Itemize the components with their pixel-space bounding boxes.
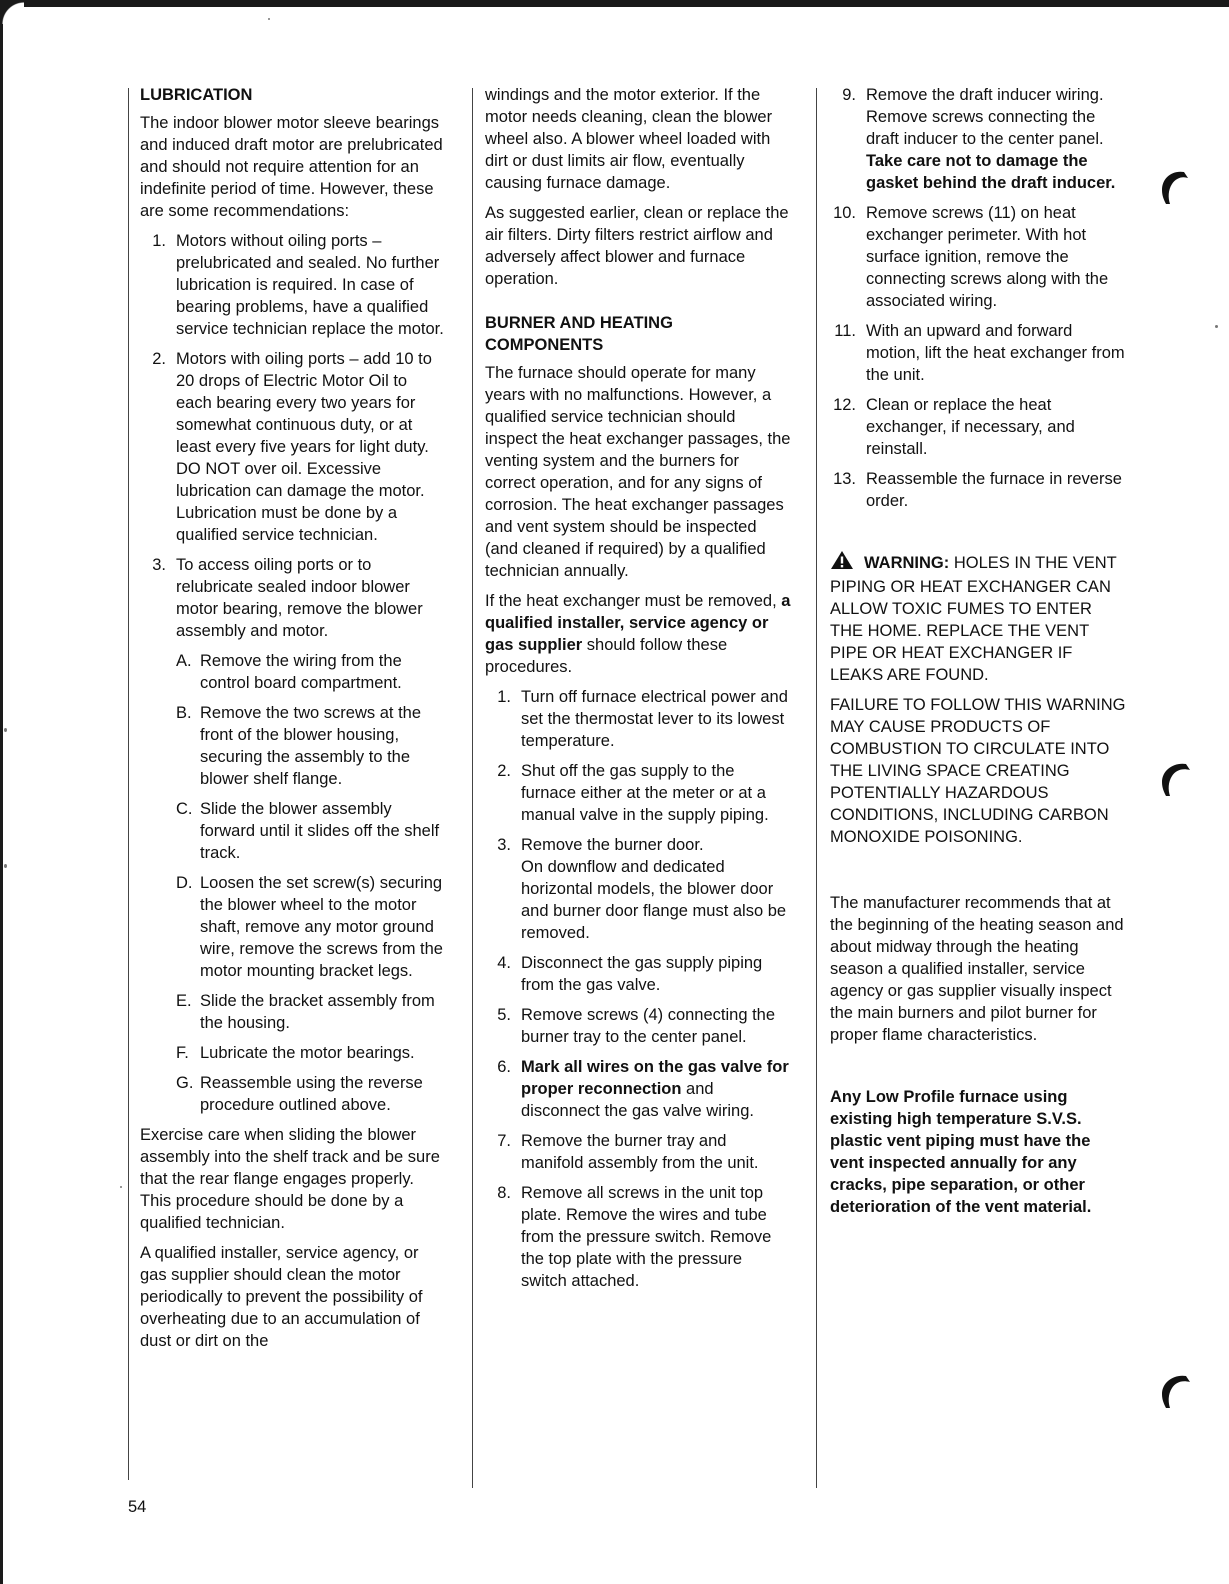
lubrication-intro: The indoor blower motor sleeve bearings and induced draft motor are prelubricated and should not require attention for an indefinite period of time. However, these are some recommendations: [140, 114, 443, 220]
manufacturer-recommendation: The manufacturer recommends that at the beginning of the heating season and about midway through the heating season a qualified installer, service agency or gas supplier visually inspect the main burners and pilot burner for proper flame characteristics. [830, 894, 1124, 1044]
burner-step-4 [485, 952, 791, 996]
burner-step-13 [830, 468, 1126, 512]
step-text: Remove screws (4) connecting the burner tray to the center panel. [521, 1006, 776, 1046]
scan-speck [4, 864, 7, 868]
step-text: Disconnect the gas supply piping from the gas valve. [521, 954, 763, 994]
substep-g [176, 1072, 446, 1116]
substep-b [176, 702, 446, 790]
burner-steps-continued [830, 84, 1126, 512]
step-text: Remove the burner door. [521, 836, 704, 854]
column-1 [140, 84, 446, 1360]
step-number: 5. [497, 1006, 511, 1024]
step-text-bold: Take care not to damage the gasket behind the draft inducer. [866, 152, 1116, 192]
step-number: 6. [497, 1058, 511, 1076]
blower-care-paragraph: Exercise care when sliding the blower assembly into the shelf track and be sure that the rear flange engages properly. This procedure should be done by a qualified technician. [140, 1126, 440, 1232]
substep-text: Remove the wiring from the control board compartment. [200, 652, 402, 692]
burner-step-5 [485, 1004, 791, 1048]
step-text-continued: On downflow and dedicated horizontal models, the blower door and burner door flange must also be removed. [521, 858, 787, 942]
step-text: With an upward and forward motion, lift the heat exchanger from the unit. [866, 322, 1125, 384]
step-number: 9. [842, 86, 856, 104]
step-text: Remove the draft inducer wiring. Remove screws connecting the draft inducer to the center panel. [866, 86, 1104, 148]
burner-heading: BURNER AND HEATING COMPONENTS [485, 314, 673, 354]
substep-f [176, 1042, 446, 1064]
step-number: 13. [833, 470, 856, 488]
burner-step-6 [485, 1056, 791, 1122]
binder-hole-mark [1148, 1364, 1198, 1414]
scan-speck [268, 18, 270, 20]
filters-paragraph: As suggested earlier, clean or replace the air filters. Dirty filters restrict airflow and adversely affect blower and furnace operation. [485, 204, 789, 288]
burner-intro: The furnace should operate for many years with no malfunctions. However, a qualified service technician should inspect the heat exchanger passages, the venting system and the burners for correct operation, and for any signs of corrosion. The heat exchanger passages and vent system should be inspected (and cleaned if required) by a qualified technician annually. [485, 364, 791, 580]
burner-step-9 [830, 84, 1126, 194]
substep-d [176, 872, 446, 982]
step-text: Motors without oiling ports – prelubricated and sealed. No further lubrication is required. In case of bearing problems, have a qualified service technician replace the motor. [176, 232, 444, 338]
step-number: 4. [497, 954, 511, 972]
step-text: To access oiling ports or to relubricate sealed indoor blower motor bearing, remove the blower assembly and motor. [176, 556, 423, 640]
step-text: Remove screws (11) on heat exchanger perimeter. With hot surface ignition, remove the connecting screws along with the associated wiring. [866, 204, 1109, 310]
warning-icon [830, 550, 854, 576]
column-3 [830, 84, 1126, 1226]
lubrication-steps [140, 230, 446, 1116]
warning-label: WARNING: [864, 554, 950, 572]
scan-corner [0, 0, 24, 24]
scan-edge-top [0, 0, 1229, 7]
substep-c [176, 798, 446, 864]
burner-step-12 [830, 394, 1126, 460]
substep-e [176, 990, 446, 1034]
scan-speck [120, 1186, 122, 1188]
step-number: 12. [833, 396, 856, 414]
substep-text: Slide the blower assembly forward until it slides off the shelf track. [200, 800, 440, 862]
lubrication-step-2 [140, 348, 446, 546]
warning-consequence: FAILURE TO FOLLOW THIS WARNING MAY CAUSE PRODUCTS OF COMBUSTION TO CIRCULATE INTO THE LIVING SPACE CREATING POTENTIALLY HAZARDOUS CONDITIONS, INCLUDING CARBON MONOXIDE POISONING. [830, 696, 1126, 846]
step-text: and disconnect the gas valve wiring. [521, 1080, 754, 1120]
step-number: 8. [497, 1184, 511, 1202]
step-text: Remove all screws in the unit top plate. Remove the wires and tube from the pressure switch. Remove the top plate with the pressure switch attached. [521, 1184, 772, 1290]
step-number: 3. [152, 556, 166, 574]
step-number: 2. [497, 762, 511, 780]
burner-step-1 [485, 686, 791, 752]
burner-steps [485, 686, 791, 1292]
substep-text: Lubricate the motor bearings. [200, 1044, 415, 1062]
substep-letter: E. [176, 992, 192, 1010]
removal-text-post: should follow these procedures. [485, 636, 728, 676]
burner-step-10 [830, 202, 1126, 312]
removal-text-pre: If the heat exchanger must be removed, [485, 592, 782, 610]
binder-hole-mark [1148, 160, 1198, 210]
step-text: Turn off furnace electrical power and set the thermostat lever to its lowest temperature. [521, 688, 788, 750]
lubrication-substeps [176, 650, 446, 1116]
step-number: 10. [833, 204, 856, 222]
substep-text: Reassemble using the reverse procedure outlined above. [200, 1074, 423, 1114]
step-text: Shut off the gas supply to the furnace either at the meter or at a manual valve in the supply piping. [521, 762, 769, 824]
step-text: Remove the burner tray and manifold assembly from the unit. [521, 1132, 759, 1172]
substep-text: Slide the bracket assembly from the housing. [200, 992, 435, 1032]
substep-letter: A. [176, 652, 192, 670]
lubrication-step-3 [140, 554, 446, 1116]
motor-cleaning-paragraph-end: windings and the motor exterior. If the motor needs cleaning, clean the blower wheel also. A blower wheel loaded with dirt or dust limits air flow, eventually causing furnace damage. [485, 86, 773, 192]
low-profile-notice [830, 1086, 1126, 1218]
binder-hole-mark [1148, 752, 1198, 802]
column-rule-right [816, 88, 817, 1488]
lubrication-step-1 [140, 230, 446, 340]
substep-a [176, 650, 446, 694]
substep-letter: G. [176, 1074, 194, 1092]
scan-speck [1215, 325, 1218, 328]
substep-letter: F. [176, 1044, 189, 1062]
burner-step-2 [485, 760, 791, 826]
motor-cleaning-paragraph-start: A qualified installer, service agency, or gas supplier should clean the motor periodically to prevent the possibility of overheating due to an accumulation of dust or dirt on the [140, 1244, 423, 1350]
step-text: Motors with oiling ports – add 10 to 20 drops of Electric Motor Oil to each bearing every two years for somewhat continuous duty, or at least every five years for light duty. DO NOT over oil. Excessive lubrication can damage the motor. Lubrication must be done by a qualified service technician. [176, 350, 432, 544]
step-number: 2. [152, 350, 166, 368]
step-text: Reassemble the furnace in reverse order. [866, 470, 1122, 510]
step-number: 3. [497, 836, 511, 854]
step-number: 1. [152, 232, 166, 250]
warning-paragraph [830, 550, 1126, 686]
step-number: 11. [834, 322, 856, 340]
scan-speck [4, 728, 7, 732]
column-2 [485, 84, 791, 1300]
scan-edge-left [0, 0, 3, 1584]
substep-letter: D. [176, 874, 193, 892]
removal-text-bold: a qualified installer, service agency or gas supplier [485, 592, 791, 654]
burner-step-11 [830, 320, 1126, 386]
column-rule-middle [472, 88, 473, 1488]
burner-step-3 [485, 834, 791, 944]
warning-text: HOLES IN THE VENT PIPING OR HEAT EXCHANGER CAN ALLOW TOXIC FUMES TO ENTER THE HOME. REPLACE THE VENT PIPE OR HEAT EXCHANGER IF LEAKS ARE FOUND. [830, 554, 1117, 684]
column-rule-left [128, 88, 129, 1480]
step-text-bold: Mark all wires on the gas valve for proper reconnection [521, 1058, 789, 1098]
low-profile-text: Any Low Profile furnace using existing high temperature S.V.S. plastic vent piping must have the vent inspected annually for any cracks, pipe separation, or other deterioration of the vent material. [830, 1088, 1092, 1216]
substep-text: Loosen the set screw(s) securing the blower wheel to the motor shaft, remove any motor ground wire, remove the screws from the motor mounting bracket legs. [200, 874, 443, 980]
removal-paragraph [485, 590, 791, 678]
burner-step-7 [485, 1130, 791, 1174]
step-number: 1. [497, 688, 511, 706]
step-number: 7. [497, 1132, 511, 1150]
step-text: Clean or replace the heat exchanger, if necessary, and reinstall. [866, 396, 1075, 458]
lubrication-heading: LUBRICATION [140, 86, 253, 104]
page-number: 54 [128, 1498, 147, 1516]
substep-letter: B. [176, 704, 192, 722]
substep-letter: C. [176, 800, 193, 818]
burner-step-8 [485, 1182, 791, 1292]
substep-text: Remove the two screws at the front of the blower housing, securing the assembly to the blower shelf flange. [200, 704, 422, 788]
